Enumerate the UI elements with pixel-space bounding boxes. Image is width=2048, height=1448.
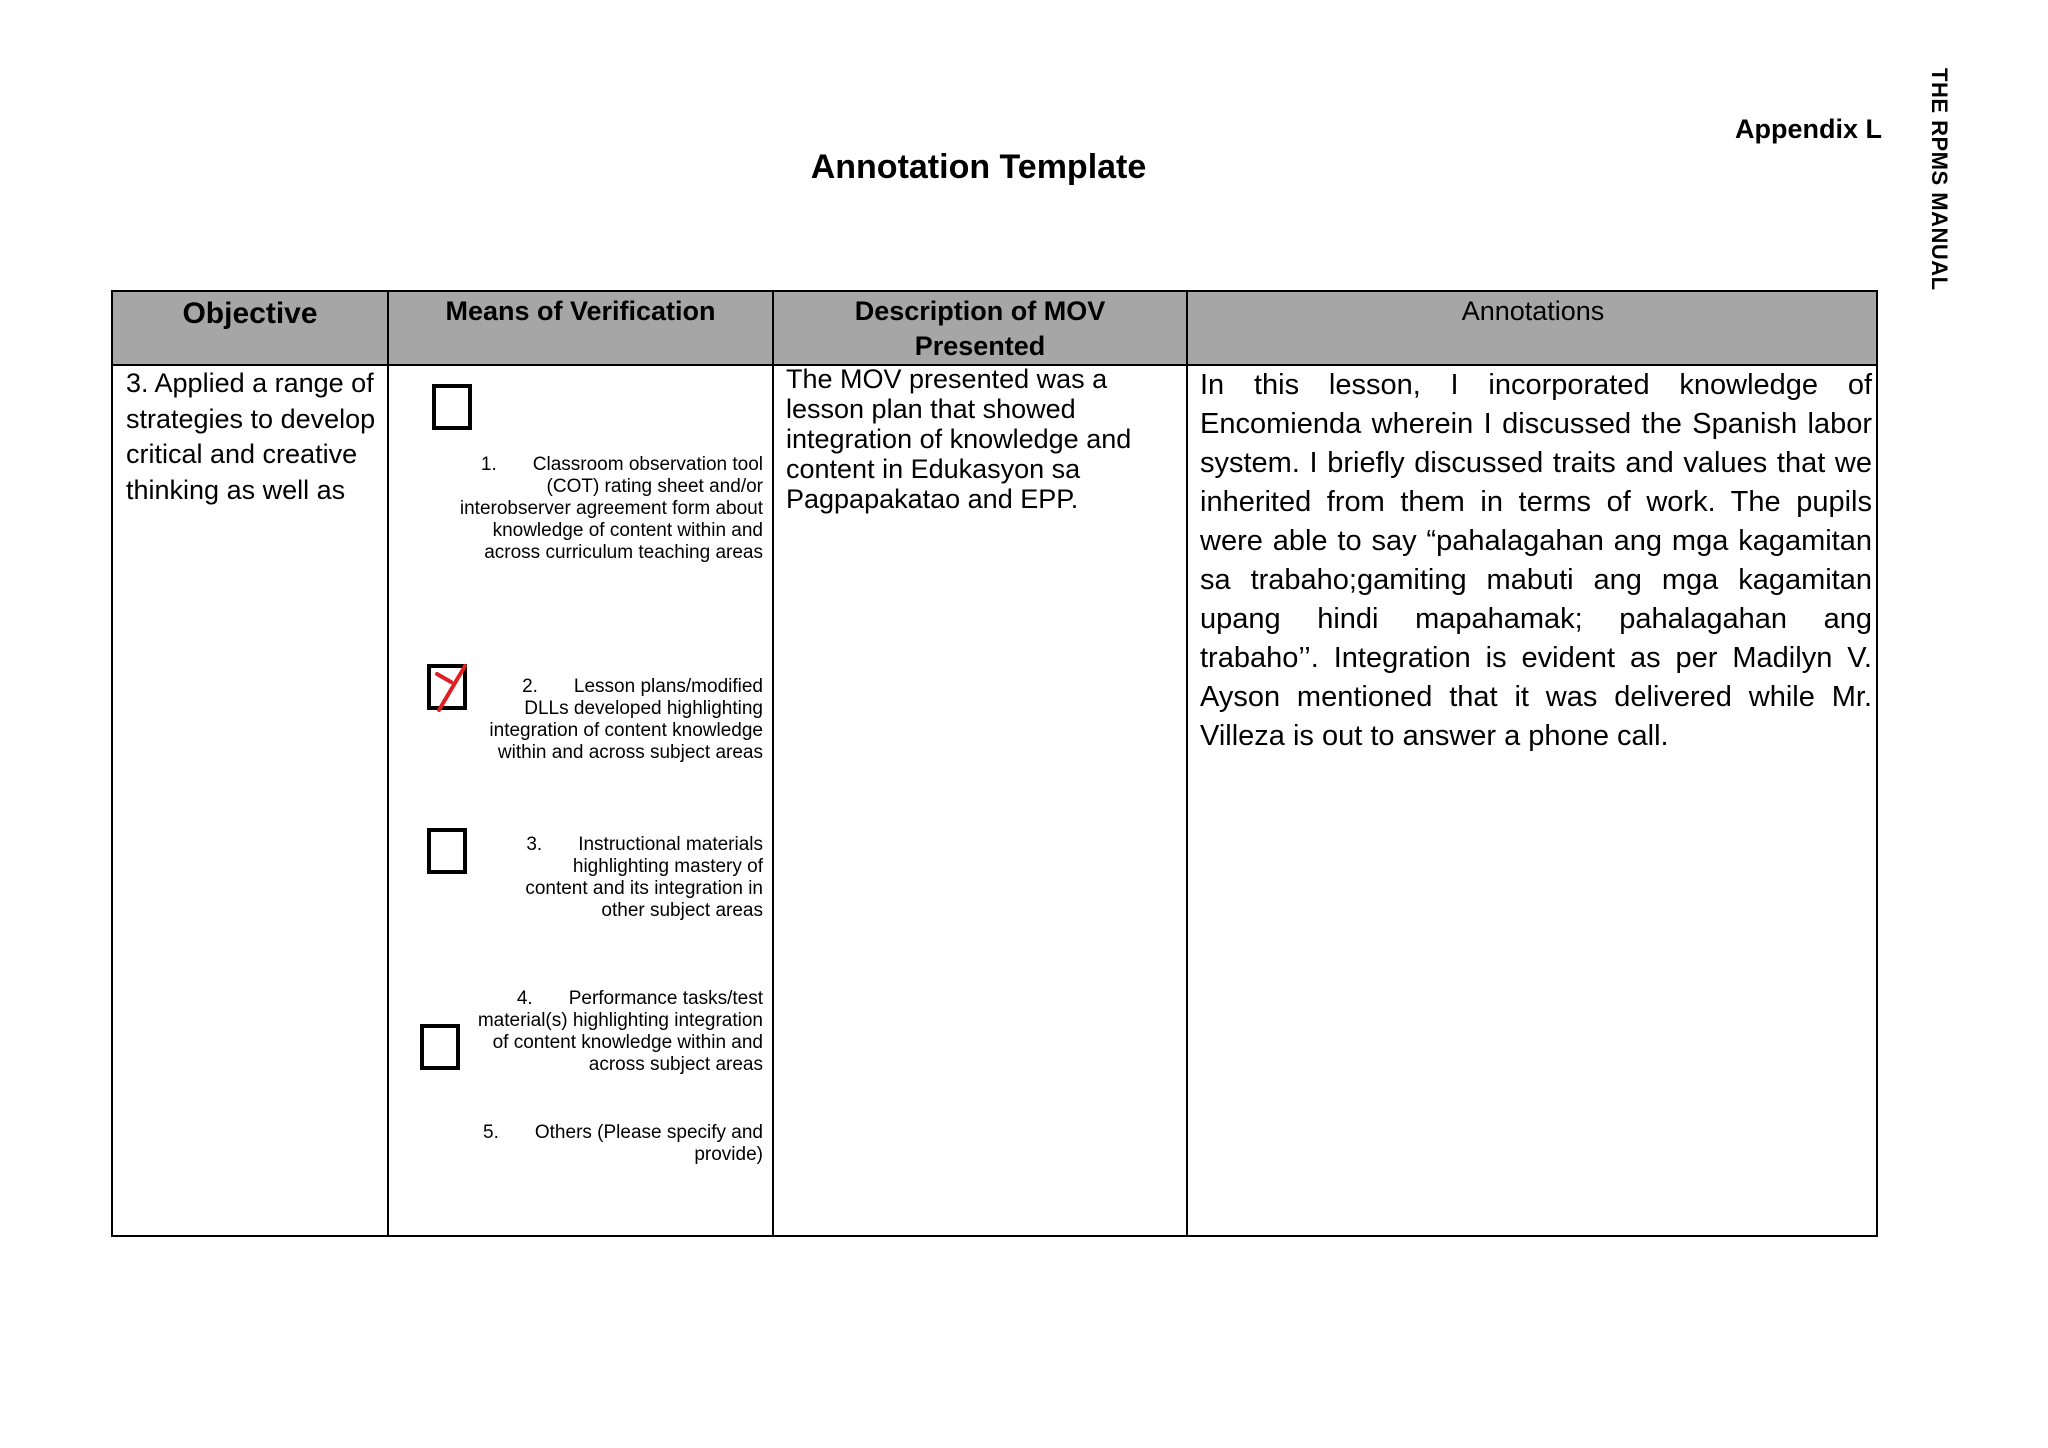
side-title: THE RPMS MANUAL [1927,68,1952,291]
mov-item-5: 5. Others (Please specify and provide) [483,1122,763,1165]
page-title: Annotation Template [810,148,1147,186]
header-objective: Objective [182,297,318,330]
checkbox-mov-1[interactable] [432,384,472,430]
annotation-table [111,290,1878,1237]
checkbox-mov-4[interactable] [420,1024,460,1070]
mov-item-1: 1. Classroom observation tool (COT) rating sheet and/or interobserver agreement form about knowledge of content within and across curriculum teaching areas [459,454,763,563]
mov-item-3: 3. Instructional materials highlighting mastery of content and its integration in other subject areas [525,834,763,921]
checkmark-icon [425,660,475,716]
appendix-label: Appendix L [1735,114,1882,144]
objective-text: 3. Applied a range of strategies to develop critical and creative thinking as well as [126,368,376,505]
mov-item-2: 2. Lesson plans/modified DLLs developed highlighting integration of content knowledge within and across subject areas [489,676,763,763]
header-mov: Means of Verification [445,296,716,326]
checkbox-mov-3[interactable] [427,828,467,874]
description-text: The MOV presented was a lesson plan that showed integration of knowledge and content in Edukasyon sa Pagpapakatao and EPP. [786,364,1132,514]
header-annotations: Annotations [1461,296,1605,326]
mov-item-4: 4. Performance tasks/test material(s) highlighting integration of content knowledge within and across subject areas [477,988,763,1075]
annotation-text: In this lesson, I incorporated knowledge of Encomienda wherein I discussed the Spanish labor system. I briefly discussed traits and values that we inherited from them in terms of work. The pupils were able to say “pahalagahan ang mga kagamitan sa trabaho;gamiting mabuti ang mga kagamitan upang hindi mapahamak; pahalagahan ang trabaho’’. Integration is evident as per Madilyn V. Ayson mentioned that it was delivered while Mr. Villeza is out to answer a phone call. [1200,369,1872,752]
header-description: Description of MOV Presented [854,296,1106,361]
